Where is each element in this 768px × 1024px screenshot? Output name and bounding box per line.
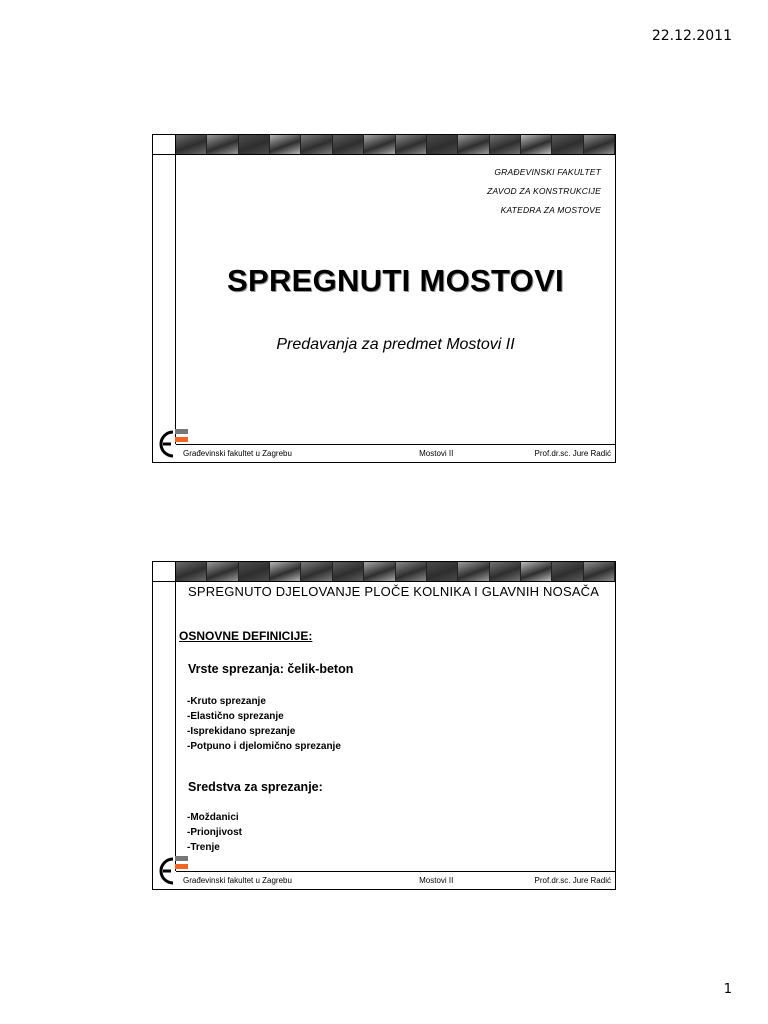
bridge-photo [364,562,395,581]
slide-title-page [152,134,616,463]
bridge-photo [176,135,207,154]
slide-definitions [152,561,616,890]
bridge-photo [552,135,583,154]
bridge-photo [427,562,458,581]
bridge-photo [301,135,332,154]
bridge-photo [301,562,332,581]
institution-line: ZAVOD ZA KONSTRUKCIJE [487,186,601,196]
footer-center: Mostovi II [419,449,454,458]
footer-right: Prof.dr.sc. Jure Radić [534,449,611,458]
bridge-photo [396,562,427,581]
institution-line: GRAĐEVINSKI FAKULTET [494,167,601,177]
slide-corner-box [153,135,176,155]
slide-left-strip [153,155,176,444]
bridge-photo [364,135,395,154]
footer-center: Mostovi II [419,876,454,885]
page-number: 1 [723,982,732,997]
page-date: 22.12.2011 [651,28,732,44]
definitions-label: OSNOVNE DEFINICIJE: [179,629,313,643]
bridge-photo-banner [176,135,615,155]
institution-line: KATEDRA ZA MOSTOVE [500,205,601,215]
list-item: -Kruto sprezanje [187,696,266,707]
footer-left: Građevinski fakultet u Zagrebu [183,876,292,885]
institution-block [487,163,601,220]
bridge-photo [584,562,615,581]
slide-footer [176,444,615,462]
list-item: -Moždanici [187,812,239,823]
footer-right: Prof.dr.sc. Jure Radić [534,876,611,885]
bridge-photo [239,135,270,154]
bridge-photo [333,135,364,154]
bridge-photo [207,135,238,154]
list-item: -Potpuno i djelomično sprezanje [187,741,341,752]
bridge-photo [584,135,615,154]
bridge-photo [458,562,489,581]
bridge-photo [270,135,301,154]
bridge-photo-banner [176,562,615,582]
list-item: -Elastično sprezanje [187,711,284,722]
bridge-photo [333,562,364,581]
bridge-photo [270,562,301,581]
bridge-photo [490,562,521,581]
means-title: Sredstva za sprezanje: [188,780,323,794]
slide-footer [176,871,615,889]
bridge-photo [552,562,583,581]
slide-title: SPREGNUTI MOSTOVI [227,263,564,298]
bridge-photo [458,135,489,154]
bridge-photo [521,135,552,154]
bridge-photo [207,562,238,581]
bridge-photo [176,562,207,581]
bridge-photo [490,135,521,154]
bridge-photo [521,562,552,581]
slide-heading: SPREGNUTO DJELOVANJE PLOČE KOLNIKA I GLAVNIH NOSAČA [188,584,600,599]
bridge-photo [239,562,270,581]
slide-corner-box [153,562,176,582]
slide-left-strip [153,582,176,871]
bridge-photo [396,135,427,154]
means-list [187,810,242,855]
list-item: -Trenje [187,842,220,853]
bridge-photo [427,135,458,154]
types-title: Vrste sprezanja: čelik-beton [188,662,354,676]
list-item: -Prionjivost [187,827,243,838]
types-list [187,694,341,754]
list-item: -Isprekidano sprezanje [187,726,296,737]
footer-left: Građevinski fakultet u Zagrebu [183,449,292,458]
slide-subtitle: Predavanja za predmet Mostovi II [276,336,515,353]
